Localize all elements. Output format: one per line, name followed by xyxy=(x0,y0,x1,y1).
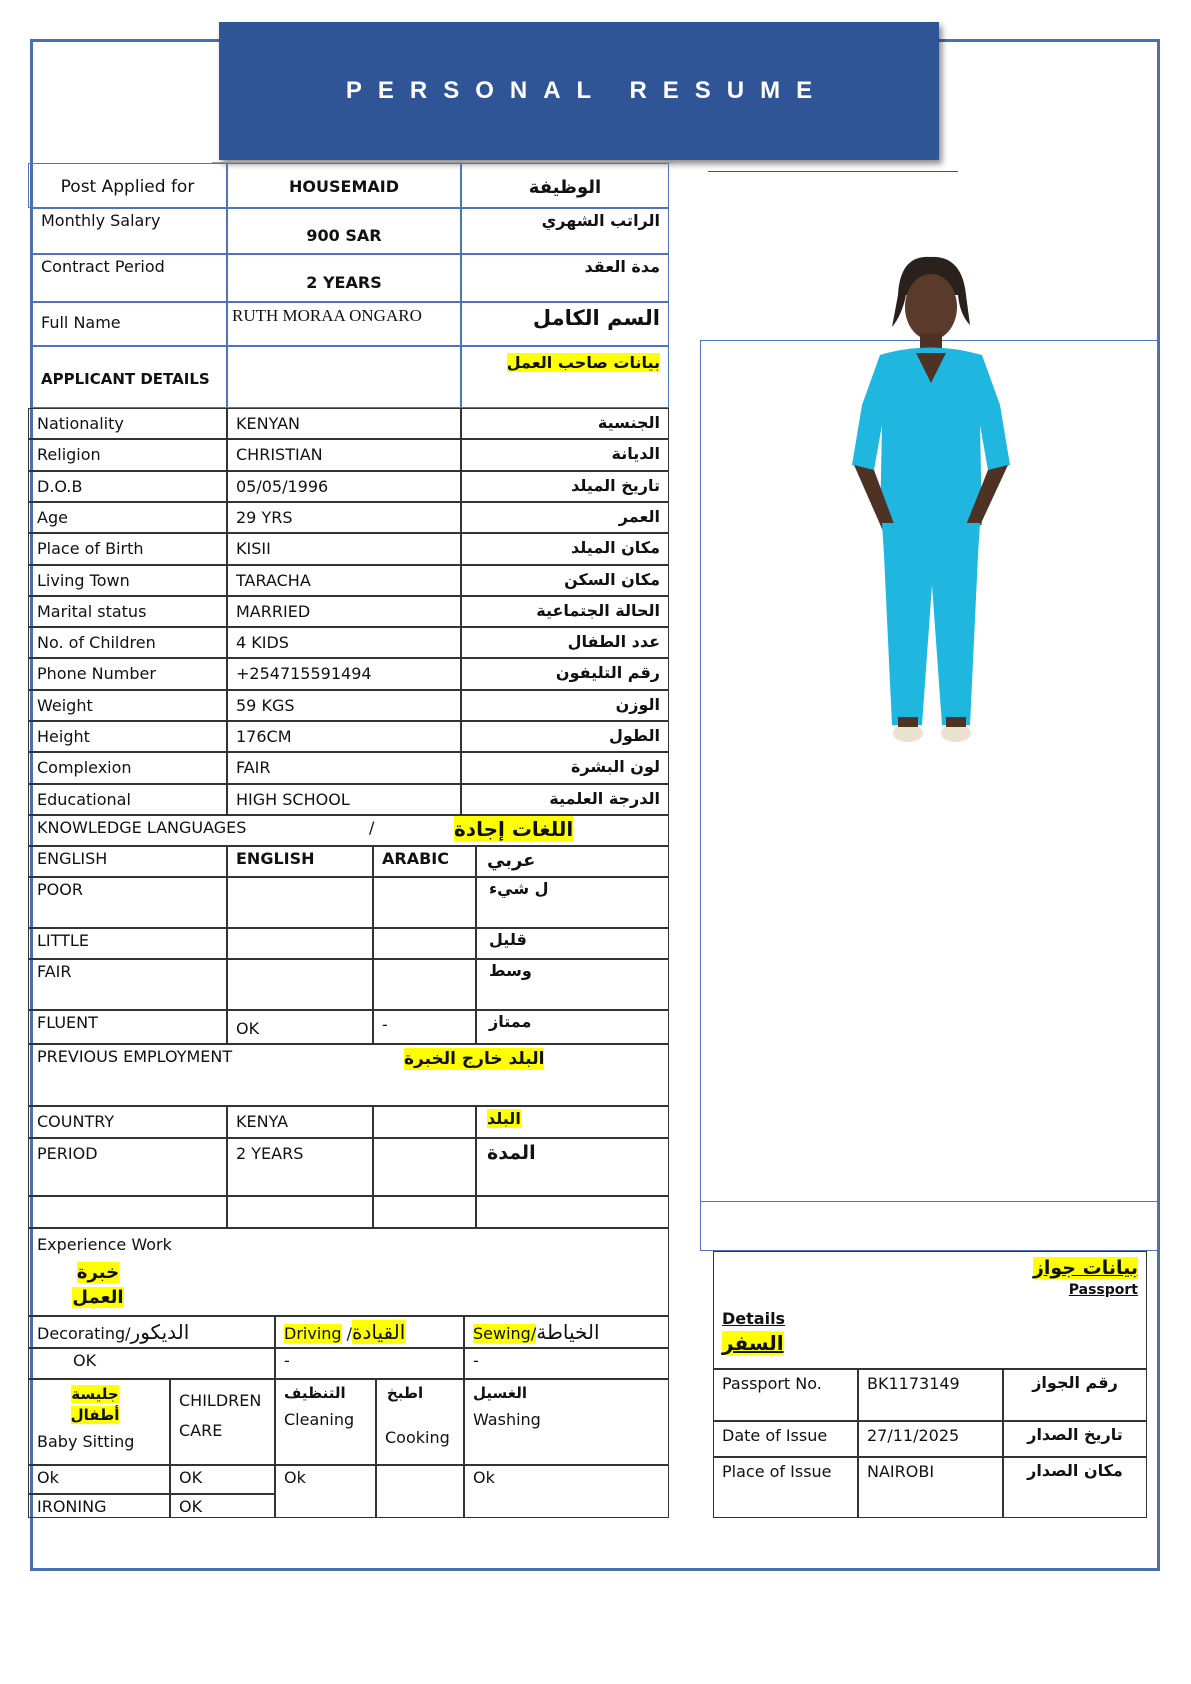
lang-level-ar: ل شيء xyxy=(476,877,669,928)
person-illustration xyxy=(852,257,1010,742)
detail-label: D.O.B xyxy=(28,471,227,502)
sewing-value: - xyxy=(464,1348,669,1379)
experience-heading-ar: خبرة العمل xyxy=(72,1261,124,1308)
contract-value: 2 YEARS xyxy=(227,254,461,302)
passport-heading-en: Passport xyxy=(1068,1281,1138,1298)
lang-col-label: ENGLISH xyxy=(28,846,227,877)
passport-details-ar: السفر xyxy=(722,1330,784,1355)
cooking-label: Cooking xyxy=(385,1427,450,1447)
passport-details-label: Details xyxy=(722,1308,786,1328)
childcare-label: CHILDREN CARE xyxy=(170,1379,275,1465)
detail-ar: رقم التليفون xyxy=(461,658,669,690)
lang-english-value xyxy=(227,877,373,928)
post-ar: الوظيفة xyxy=(461,163,669,208)
lang-arabic-value xyxy=(373,928,476,959)
experience-ar-wrap xyxy=(72,1260,124,1310)
fullname-value: RUTH MORAA ONGARO xyxy=(227,302,461,346)
salary-label: Monthly Salary xyxy=(32,208,227,254)
blank-cell xyxy=(373,1196,476,1228)
passport-value: 27/11/2025 xyxy=(858,1421,1003,1457)
passport-ar: تاريخ الصدار xyxy=(1003,1421,1147,1457)
sewing-ar: الخياطة xyxy=(536,1320,600,1344)
detail-ar: الحالة الجتماعية xyxy=(461,596,669,627)
employment-heading-ar: البلد خارج الخبرة xyxy=(404,1049,545,1069)
skill-sewing xyxy=(464,1316,669,1348)
blank-cell xyxy=(476,1196,669,1228)
detail-value: TARACHA xyxy=(227,565,461,596)
detail-label: Age xyxy=(28,502,227,533)
country-ar-cell xyxy=(476,1106,669,1138)
period-label: PERIOD xyxy=(28,1138,227,1196)
lang-arabic-value xyxy=(373,959,476,1010)
detail-ar: الجنسية xyxy=(461,408,669,439)
detail-ar: مكان السكن xyxy=(461,565,669,596)
experience-header xyxy=(28,1228,669,1316)
languages-slash: / xyxy=(369,818,375,837)
babysitting-label: Baby Sitting xyxy=(37,1431,135,1451)
driving-sep: / xyxy=(341,1324,353,1343)
lang-level: LITTLE xyxy=(28,928,227,959)
skill-driving xyxy=(275,1316,464,1348)
languages-header xyxy=(28,815,669,846)
detail-ar: تاريخ الميلد xyxy=(461,471,669,502)
post-label: Post Applied for xyxy=(28,163,227,208)
detail-label: Weight xyxy=(28,690,227,721)
sewing-label: Sewing/ xyxy=(473,1324,537,1343)
passport-heading-ar-wrap xyxy=(722,1256,1138,1281)
skill-cooking xyxy=(376,1379,464,1465)
experience-heading: Experience Work xyxy=(37,1235,172,1254)
ironing-label: IRONING xyxy=(28,1494,170,1518)
page-title: PERSONAL RESUME xyxy=(345,77,829,104)
detail-label: Nationality xyxy=(28,408,227,439)
detail-label: Complexion xyxy=(28,752,227,784)
country-ar: البلد xyxy=(487,1109,521,1128)
passport-ar: رقم الجواز xyxy=(1003,1369,1147,1421)
divider xyxy=(708,171,958,172)
detail-ar: مكان الميلد xyxy=(461,533,669,565)
passport-label: Date of Issue xyxy=(713,1421,858,1457)
detail-value: CHRISTIAN xyxy=(227,439,461,471)
applicant-photo xyxy=(820,255,1040,785)
languages-heading: KNOWLEDGE LANGUAGES xyxy=(37,818,247,837)
lang-english-value xyxy=(227,959,373,1010)
lang-col-ar: عربي xyxy=(476,846,669,877)
contract-label: Contract Period xyxy=(32,254,227,302)
lang-level-ar: ممتاز xyxy=(476,1010,669,1044)
period-ar: المدة xyxy=(476,1138,669,1196)
period-value: 2 YEARS xyxy=(227,1138,373,1196)
fullname-label: Full Name xyxy=(32,302,227,346)
babysitting-ar-wrap xyxy=(65,1384,125,1426)
ironing-value: OK xyxy=(170,1494,275,1518)
childcare-value: OK xyxy=(170,1465,275,1494)
fullname-ar: السم الكامل xyxy=(461,302,669,346)
lang-arabic-value xyxy=(373,877,476,928)
driving-label: Driving xyxy=(284,1324,342,1343)
blank-cell xyxy=(28,1196,227,1228)
country-empty xyxy=(373,1106,476,1138)
detail-value: MARRIED xyxy=(227,596,461,627)
washing-value: Ok xyxy=(464,1465,669,1518)
passport-label: Passport No. xyxy=(713,1369,858,1421)
detail-ar: العمر xyxy=(461,502,669,533)
detail-label: No. of Children xyxy=(28,627,227,658)
washing-ar: الغسيل xyxy=(473,1384,528,1402)
detail-value: 29 YRS xyxy=(227,502,461,533)
passport-header xyxy=(713,1251,1147,1369)
languages-heading-ar: اللغات إجادة xyxy=(454,817,574,841)
detail-value: KISII xyxy=(227,533,461,565)
detail-label: Religion xyxy=(28,439,227,471)
detail-ar: الطول xyxy=(461,721,669,752)
salary-value: 900 SAR xyxy=(227,208,461,254)
lang-arabic-value: - xyxy=(373,1010,476,1044)
applicant-label: APPLICANT DETAILS xyxy=(32,346,227,408)
decorating-value: OK xyxy=(28,1348,275,1379)
salary-ar: الراتب الشهري xyxy=(461,208,669,254)
driving-value: - xyxy=(275,1348,464,1379)
skill-washing xyxy=(464,1379,669,1465)
cleaning-label: Cleaning xyxy=(284,1409,355,1429)
detail-label: Educational xyxy=(28,784,227,815)
detail-ar: الوزن xyxy=(461,690,669,721)
detail-value: 05/05/1996 xyxy=(227,471,461,502)
lang-level-ar: قليل xyxy=(476,928,669,959)
detail-ar: الديانة xyxy=(461,439,669,471)
detail-label: Phone Number xyxy=(28,658,227,690)
employment-header xyxy=(28,1044,669,1106)
detail-label: Marital status xyxy=(28,596,227,627)
detail-value: FAIR xyxy=(227,752,461,784)
photo-frame-bottom xyxy=(700,1202,1158,1251)
applicant-ar: بيانات صاحب العمل xyxy=(506,353,660,372)
applicant-ar-cell xyxy=(461,346,669,408)
babysitting-value: Ok xyxy=(28,1465,170,1494)
title-banner xyxy=(219,22,939,160)
lang-col-arabic: ARABIC xyxy=(373,846,476,877)
contract-ar: مدة العقد xyxy=(461,254,669,302)
passport-details-ar-wrap xyxy=(722,1330,1138,1356)
blank-cell xyxy=(227,1196,373,1228)
detail-ar: عدد الطفال xyxy=(461,627,669,658)
detail-value: KENYAN xyxy=(227,408,461,439)
skill-babysitting xyxy=(28,1379,170,1465)
detail-ar: الدرجة العلمية xyxy=(461,784,669,815)
detail-value: 59 KGS xyxy=(227,690,461,721)
lang-english-value: OK xyxy=(227,1010,373,1044)
detail-label: Height xyxy=(28,721,227,752)
lang-level-ar: وسط xyxy=(476,959,669,1010)
detail-value: 176CM xyxy=(227,721,461,752)
lang-english-value xyxy=(227,928,373,959)
skill-cleaning xyxy=(275,1379,376,1465)
period-empty xyxy=(373,1138,476,1196)
driving-ar: القيادة xyxy=(352,1320,406,1344)
decorating-label: Decorating/ xyxy=(37,1324,131,1343)
skill-decorating xyxy=(28,1316,275,1348)
applicant-value xyxy=(227,346,461,408)
detail-value: HIGH SCHOOL xyxy=(227,784,461,815)
detail-label: Place of Birth xyxy=(28,533,227,565)
post-value: HOUSEMAID xyxy=(227,163,461,208)
lang-level: POOR xyxy=(28,877,227,928)
passport-value: BK1173149 xyxy=(858,1369,1003,1421)
passport-ar: مكان الصدار xyxy=(1003,1457,1147,1518)
passport-heading-ar: بيانات جواز xyxy=(1032,1257,1138,1279)
passport-label: Place of Issue xyxy=(713,1457,858,1518)
lang-level: FAIR xyxy=(28,959,227,1010)
employment-heading: PREVIOUS EMPLOYMENT xyxy=(37,1047,233,1066)
babysitting-ar: جليسة أطفال xyxy=(70,1385,120,1424)
washing-label: Washing xyxy=(473,1409,541,1429)
detail-value: +254715591494 xyxy=(227,658,461,690)
lang-level: FLUENT xyxy=(28,1010,227,1044)
cooking-value xyxy=(376,1465,464,1518)
cooking-ar: اطبخ xyxy=(386,1384,424,1402)
detail-ar: لون البشرة xyxy=(461,752,669,784)
detail-label: Living Town xyxy=(28,565,227,596)
detail-value: 4 KIDS xyxy=(227,627,461,658)
cleaning-value: Ok xyxy=(275,1465,376,1518)
country-label: COUNTRY xyxy=(28,1106,227,1138)
cleaning-ar: التنظيف xyxy=(284,1384,346,1402)
decorating-ar: الديكور xyxy=(130,1320,190,1344)
country-value: KENYA xyxy=(227,1106,373,1138)
lang-col-english: ENGLISH xyxy=(227,846,373,877)
passport-value: NAIROBI xyxy=(858,1457,1003,1518)
